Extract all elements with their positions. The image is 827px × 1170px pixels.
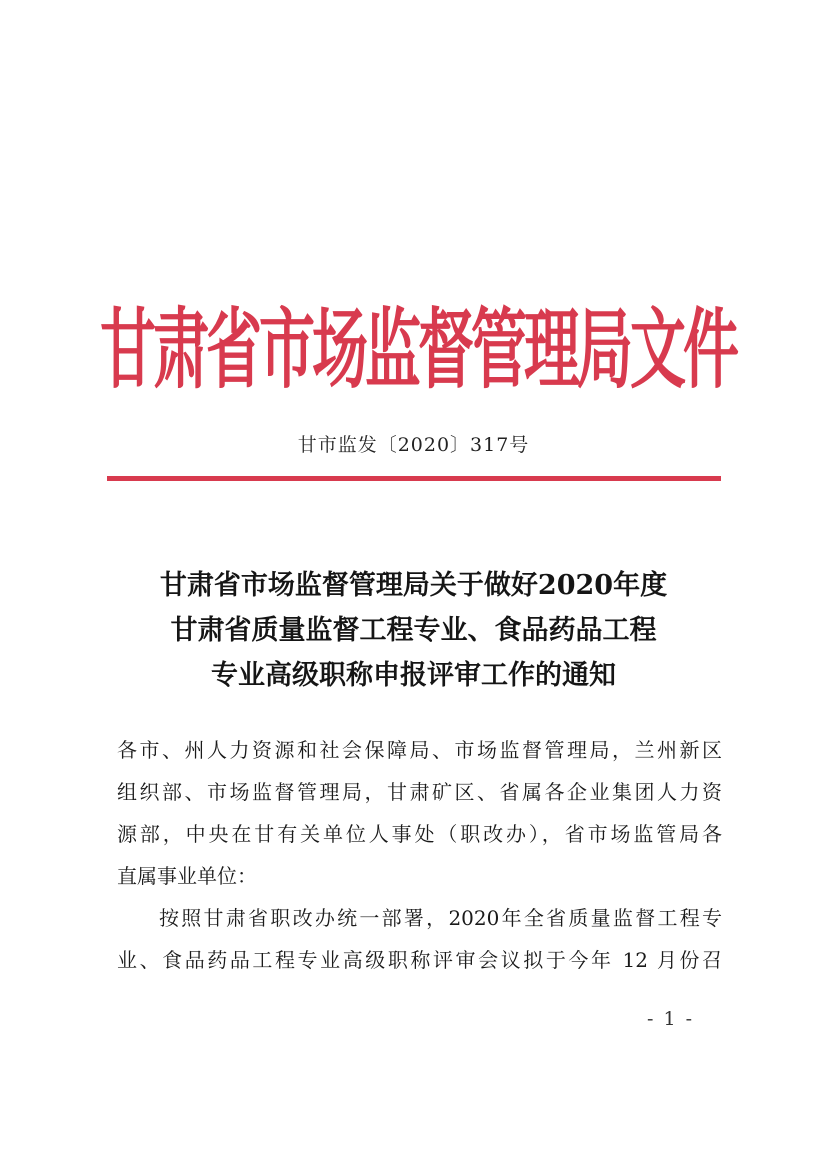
paragraph-line-2: 业、食品药品工程专业高级职称评审会议拟于今年 12 月份召 bbox=[117, 948, 722, 972]
title-line-3: 专业高级职称申报评审工作的通知 bbox=[211, 660, 616, 691]
title-line-2: 甘肃省质量监督工程专业、食品药品工程 bbox=[170, 615, 657, 646]
addressee-line-4: 直属事业单位： bbox=[117, 864, 257, 888]
notice-body bbox=[117, 729, 722, 981]
paragraph-line-1: 按照甘肃省职改办统一部署，2020年全省质量监督工程专 bbox=[159, 906, 722, 930]
page-number: - 1 - bbox=[647, 1008, 695, 1030]
addressee-line-1: 各市、州人力资源和社会保障局、市场监督管理局，兰州新区 bbox=[117, 738, 722, 762]
addressee-line-2: 组织部、市场监督管理局，甘肃矿区、省属各企业集团人力资 bbox=[117, 780, 722, 804]
issuer-header: 甘肃省市场监督管理局文件 bbox=[100, 299, 736, 402]
title-line-1: 甘肃省市场监督管理局关于做好2020年度 bbox=[159, 570, 668, 601]
notice-title bbox=[0, 563, 827, 698]
document-number: 甘市监发〔2020〕317号 bbox=[297, 434, 530, 456]
addressee-line-3: 源部，中央在甘有关单位人事处（职改办），省市场监管局各 bbox=[117, 822, 722, 846]
red-divider-line bbox=[107, 476, 721, 481]
